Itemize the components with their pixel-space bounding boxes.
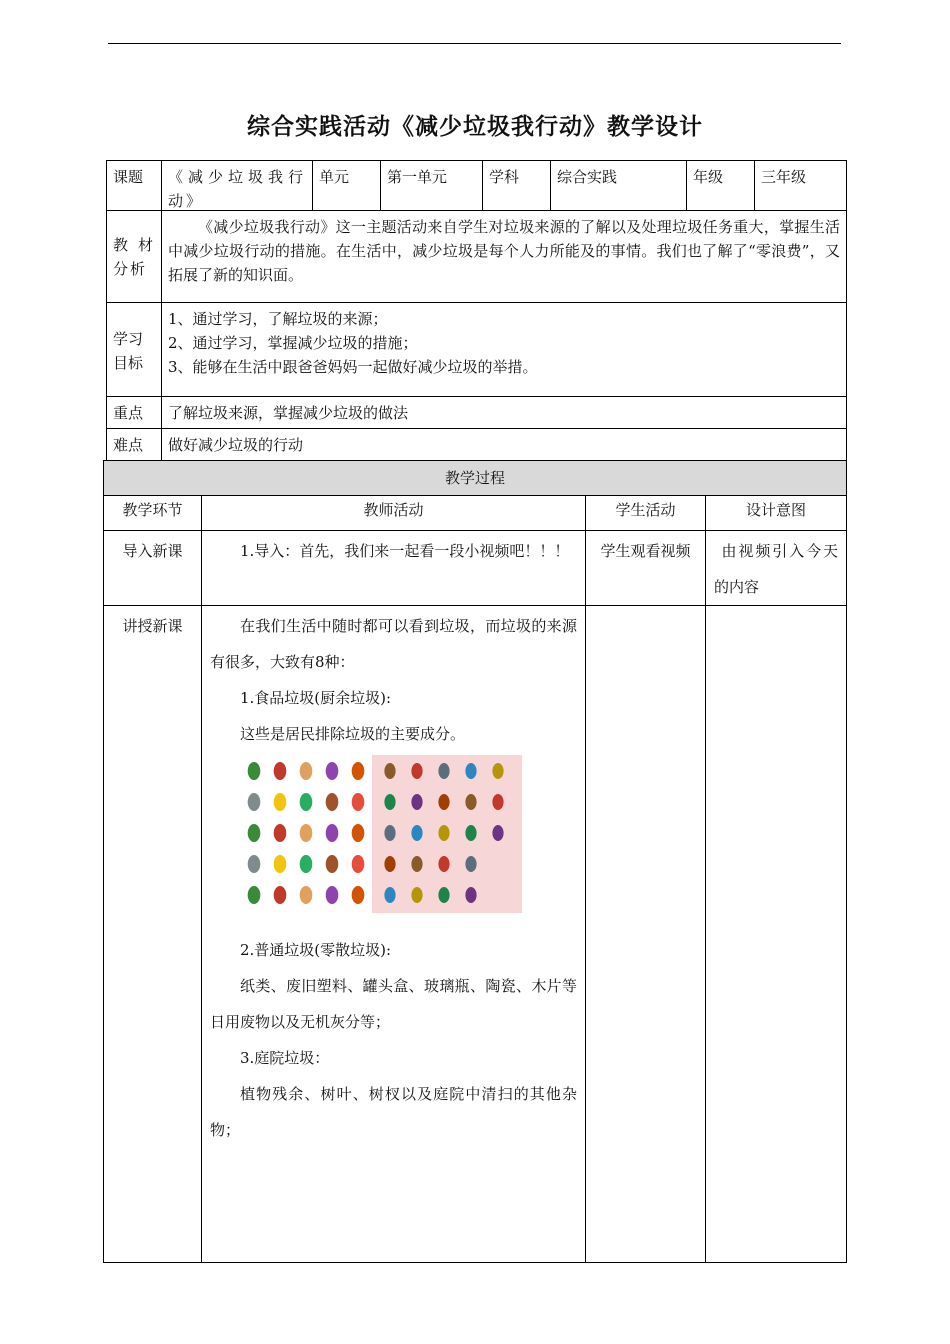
food-waste-icon — [274, 824, 287, 842]
food-waste-icon — [300, 824, 313, 842]
food-waste-icon — [248, 793, 261, 811]
subject-value: 综合实践 — [557, 168, 618, 186]
lecture-intent-cell — [705, 605, 847, 1263]
col-header-student-text: 学生活动 — [615, 501, 676, 519]
intro-teacher: 1.导入：首先，我们来一起看一段小视频吧！！！ — [240, 542, 570, 560]
intro-stage: 导入新课 — [122, 542, 183, 560]
difficulty-text-cell — [161, 428, 847, 461]
other-waste-icon — [384, 887, 395, 903]
food-waste-icon — [352, 762, 365, 780]
other-waste-icon — [465, 825, 476, 841]
other-waste-icon — [465, 763, 476, 779]
food-waste-icon — [300, 762, 313, 780]
header-rule — [108, 43, 841, 44]
food-waste-icon — [248, 855, 261, 873]
col-header-stage-text: 教学环节 — [122, 501, 183, 519]
goals-list-cell — [161, 302, 847, 397]
other-waste-icon — [465, 856, 476, 872]
key-point-text-cell — [161, 396, 847, 429]
intro-teacher-cell — [201, 530, 586, 606]
unit-label-cell — [312, 160, 381, 211]
food-waste-icon — [300, 855, 313, 873]
intro-intent-cell — [705, 530, 847, 606]
key-point-text: 了解垃圾来源，掌握减少垃圾的做法 — [168, 404, 409, 422]
other-waste-icon — [384, 794, 395, 810]
garbage-classification-image — [240, 755, 522, 913]
other-waste-icon — [384, 825, 395, 841]
col-header-stage — [103, 495, 202, 531]
process-title-cell — [103, 460, 847, 496]
analysis-text: 《减少垃圾我行动》这一主题活动来自学生对垃圾来源的了解以及处理垃圾任务重大，掌握生活中减少垃圾行动的措施。在生活中，减少垃圾是每个人力所能及的事情。我们也了解了“零浪费”，又拓展了新的知识面。 — [168, 218, 840, 284]
key-point-label: 重点 — [113, 404, 144, 422]
goals-label-cell — [106, 302, 162, 397]
other-waste-icon — [411, 856, 422, 872]
subject-value-cell — [550, 160, 687, 211]
lecture-teacher-cell — [201, 605, 586, 1263]
food-waste-icon — [326, 762, 339, 780]
food-waste-icon — [248, 886, 261, 904]
other-waste-icon — [438, 794, 449, 810]
food-waste-icon — [326, 793, 339, 811]
food-waste-icon — [352, 886, 365, 904]
intro-student: 学生观看视频 — [600, 542, 691, 560]
other-waste-icon — [438, 825, 449, 841]
col-header-teacher — [201, 495, 586, 531]
grade-label-cell — [686, 160, 755, 211]
subject-label: 学科 — [489, 168, 520, 186]
food-waste-icon — [300, 886, 313, 904]
lecture-heading-1: 1.食品垃圾(厨余垃圾): — [240, 689, 392, 707]
other-waste-icon — [465, 794, 476, 810]
grade-label: 年级 — [693, 168, 724, 186]
lecture-student-cell — [585, 605, 706, 1263]
food-waste-icon — [326, 824, 339, 842]
intro-stage-cell — [103, 530, 202, 606]
goal-item-2: 2、通过学习，掌握减少垃圾的措施； — [168, 334, 418, 352]
other-waste-icon — [492, 763, 503, 779]
goal-item-3: 3、能够在生活中跟爸爸妈妈一起做好减少垃圾的举措。 — [168, 358, 538, 376]
lecture-heading-3: 3.庭院垃圾： — [240, 1049, 330, 1067]
other-waste-icon — [384, 763, 395, 779]
other-waste-icon — [411, 825, 422, 841]
document-title: 综合实践活动《减少垃圾我行动》教学设计 — [247, 113, 703, 140]
lecture-para-3: 纸类、废旧塑料、罐头盒、玻璃瓶、陶瓷、木片等日用废物以及无机灰分等； — [210, 977, 577, 1031]
difficulty-text: 做好减少垃圾的行动 — [168, 436, 304, 454]
unit-label: 单元 — [319, 168, 350, 186]
difficulty-label: 难点 — [113, 436, 144, 454]
food-waste-icon — [326, 855, 339, 873]
col-header-intent-text: 设计意图 — [745, 501, 806, 519]
lecture-para-2: 这些是居民排除垃圾的主要成分。 — [240, 725, 466, 743]
food-waste-icon — [274, 762, 287, 780]
food-waste-icon — [352, 855, 365, 873]
other-waste-icon — [411, 794, 422, 810]
grade-value: 三年级 — [761, 168, 807, 186]
other-waste-icon — [438, 763, 449, 779]
food-waste-icon — [248, 762, 261, 780]
lecture-heading-2: 2.普通垃圾(零散垃圾): — [240, 941, 392, 959]
unit-value-cell — [380, 160, 483, 211]
food-waste-icon — [300, 793, 313, 811]
lecture-para-1: 在我们生活中随时都可以看到垃圾，而垃圾的来源有很多，大致有8种： — [210, 617, 577, 671]
lecture-para-4: 植物残余、树叶、树杈以及庭院中清扫的其他杂物； — [210, 1085, 577, 1139]
topic-value: 《减少垃圾我行动》 — [168, 168, 306, 210]
other-waste-icon — [411, 887, 422, 903]
col-header-teacher-text: 教师活动 — [363, 501, 424, 519]
other-waste-icon — [492, 794, 503, 810]
lecture-stage-cell — [103, 605, 202, 1263]
other-waste-icon — [411, 763, 422, 779]
other-waste-icon — [438, 887, 449, 903]
lecture-stage: 讲授新课 — [122, 617, 183, 635]
intro-student-cell — [585, 530, 706, 606]
food-waste-icon — [274, 886, 287, 904]
other-waste-icon — [465, 887, 476, 903]
food-waste-icon — [326, 886, 339, 904]
goal-item-1: 1、通过学习，了解垃圾的来源； — [168, 310, 388, 328]
analysis-label: 教 材 分析 — [113, 236, 155, 278]
other-waste-icon — [438, 856, 449, 872]
subject-label-cell — [482, 160, 551, 211]
key-point-label-cell — [106, 396, 162, 429]
food-waste-icon — [274, 793, 287, 811]
col-header-student — [585, 495, 706, 531]
food-waste-icon — [352, 793, 365, 811]
other-waste-icon — [492, 825, 503, 841]
difficulty-label-cell — [106, 428, 162, 461]
topic-value-cell — [161, 160, 313, 211]
food-waste-icon — [352, 824, 365, 842]
analysis-label-cell — [106, 210, 162, 303]
food-waste-icon — [274, 855, 287, 873]
topic-label-cell — [106, 160, 162, 211]
topic-label: 课题 — [113, 168, 144, 186]
goals-label: 学习 目标 — [113, 330, 144, 372]
col-header-intent — [705, 495, 847, 531]
intro-intent: 由视频引入今天的内容 — [714, 542, 838, 596]
analysis-text-cell — [161, 210, 847, 303]
food-waste-icon — [248, 824, 261, 842]
unit-value: 第一单元 — [387, 168, 448, 186]
process-title: 教学过程 — [444, 469, 505, 487]
grade-value-cell — [754, 160, 847, 211]
other-waste-icon — [384, 856, 395, 872]
